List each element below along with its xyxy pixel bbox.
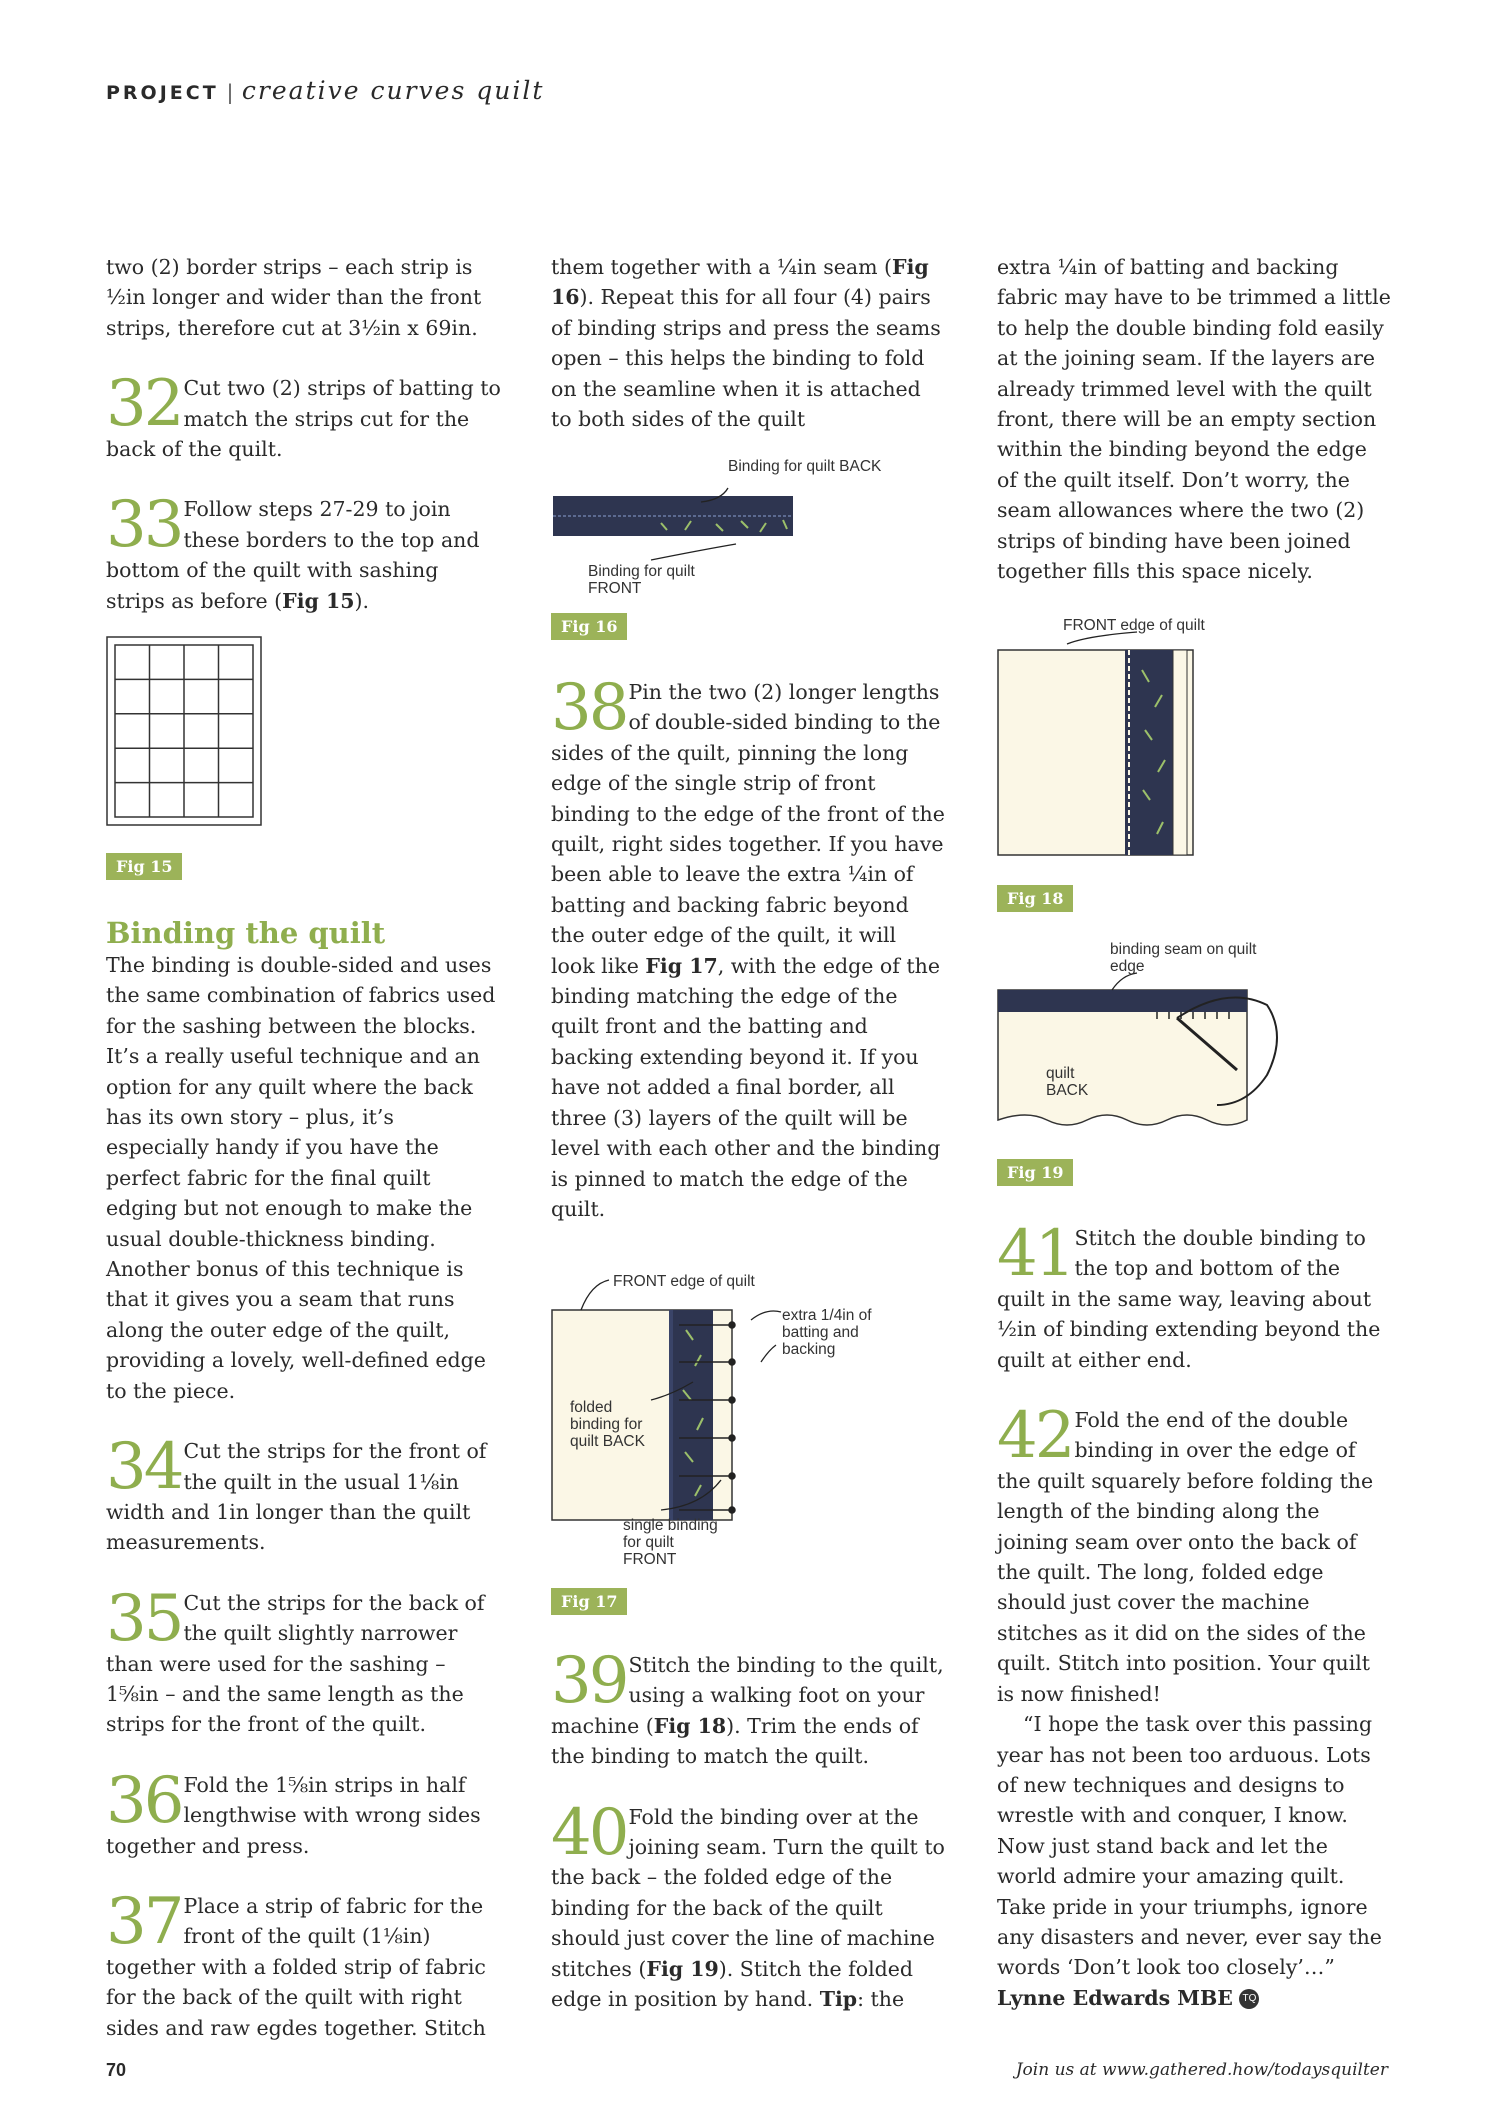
fig16-leader-lines: [551, 440, 851, 590]
fig16-label-front: Binding for quilt FRONT: [588, 563, 695, 597]
step-text-end: : the: [857, 1987, 905, 2012]
step-36: [106, 1763, 501, 1861]
step-text: Cut two (2) strips of batting to match the strips cut for the back of the quilt.: [106, 376, 501, 462]
step-number: 39: [551, 1644, 627, 1718]
step-text: Cut the strips for the front of the quilt in the usual 1⅛in width and 1in longer than the quilt measurements.: [106, 1439, 487, 1555]
end-mark-icon: TQ: [1239, 1989, 1259, 2009]
step-text: Stitch the double binding to the top and bottom of the quilt in the same way, leaving about ½in of binding extending beyond the quilt at either end.: [997, 1226, 1381, 1372]
footer-tagline: Join us at www.gathered.how/todaysquilter: [1015, 2060, 1388, 2080]
column-2-middle: [551, 671, 946, 1224]
fig19-label-back: quilt BACK: [1046, 1065, 1089, 1099]
step-number: 35: [106, 1581, 182, 1656]
column-1: [106, 252, 501, 616]
step-number: 40: [551, 1795, 627, 1870]
fig18-label-front-edge: FRONT edge of quilt: [1063, 617, 1205, 634]
step-33: [106, 488, 501, 616]
intro-text-end: ). Repeat this for all four (4) pairs of binding strips and press the seams open – this helps the binding to fold on the seamline when it is attached to both sides of the quilt: [551, 285, 941, 432]
step-number: 38: [551, 671, 627, 745]
section-heading: Binding the quilt: [106, 916, 386, 950]
fig18-label: Fig 18: [997, 885, 1073, 912]
step-35: [106, 1581, 501, 1740]
step-text: Fold the end of the double binding in over the edge of the quilt squarely before folding the length of the binding along the joining seam over onto the back of the quilt. The long, folded edge should just cover the machine stitches as it did on the sides of the quilt. Stitch into position. Your quilt is now finished!: [997, 1408, 1374, 1706]
fig17-label-folded: folded binding for quilt BACK: [570, 1399, 645, 1450]
column-3-lower: [997, 1217, 1392, 2013]
step-37: [106, 1884, 501, 2043]
step-text: Stitch the binding to the quilt, using a walking foot on your machine (: [551, 1653, 944, 1738]
intro-text: them together with a ¼in seam (: [551, 255, 893, 279]
step-32: [106, 367, 501, 464]
step-text-end: ). Trim the ends of the binding to match the quilt.: [551, 1713, 919, 1769]
header-separator: |: [226, 80, 234, 104]
article-title: creative curves quilt: [241, 76, 545, 105]
fig16-label: Fig 16: [551, 613, 627, 640]
section-label: PROJECT: [106, 82, 219, 104]
fig15-grid-diagram: [106, 636, 262, 826]
column-3: [997, 252, 1392, 586]
fig17-label-extra: extra 1/4in of batting and backing: [782, 1307, 872, 1358]
step-text-end: ).: [354, 588, 370, 613]
fig17-label-single: single binding for quilt FRONT: [623, 1517, 718, 1568]
step-38: [551, 671, 946, 1224]
fig19-label-seam: binding seam on quilt edge: [1110, 941, 1257, 975]
tip-label: Tip: [819, 1987, 858, 2012]
fig15-label: Fig 15: [106, 853, 182, 880]
step-number: 36: [106, 1763, 182, 1838]
step-number: 32: [106, 367, 182, 442]
fig-ref: Fig 19: [646, 1956, 719, 1981]
fig19-label: Fig 19: [997, 1159, 1073, 1186]
step-text: Pin the two (2) longer lengths of double-sided binding to the sides of the quilt, pinning the long edge of the single strip of front binding to the edge of the front of the quilt, right sides together. If you have been able to leave the extra ¼in of batting and backing fabric beyond the outer edge of the quilt, it will look like: [551, 680, 945, 978]
fig-ref: Fig 16: [551, 255, 929, 310]
col2-intro: [551, 252, 946, 434]
step-text: Cut the strips for the back of the quilt slightly narrower than were used for the sashing – 1⅝in – and the same length as the strips for the front of the quilt.: [106, 1590, 485, 1737]
fig18-binding-diagram: [997, 630, 1207, 860]
step-number: 33: [106, 488, 182, 563]
step-number: 34: [106, 1430, 182, 1505]
closing-quote: “I hope the task over this passing year has not been too arduous. Lots of new techniques and designs to wrestle with and conquer, I know. Now just stand back and let the world admire your amazing quilt. Take pride in your triumphs, ignore any disasters and never, ever say the words ‘Don’t look too closely’…”: [997, 1712, 1382, 1980]
step-text-mid: ). Stitch the folded edge in position by hand.: [551, 1956, 914, 2012]
step-39: [551, 1644, 946, 1772]
step-text: Place a strip of fabric for the front of the quilt (1⅛in) together with a folded strip of fabric for the back of the quilt with right sides and raw egdes together. Stitch: [106, 1893, 486, 2040]
column-1-lower: [106, 916, 501, 2043]
col3-intro: extra ¼in of batting and backing fabric may have to be trimmed a little to help the double binding fold easily at the joining seam. If the layers are already trimmed level with the quilt front, there will be an empty section within the binding beyond the edge of the quilt itself. Don’t worry, the seam allowances where the two (2) strips of binding have been joined together fills this space nicely.: [997, 255, 1391, 584]
column-2: [551, 252, 946, 434]
fig-ref: Fig 17: [645, 953, 718, 978]
fig17-label: Fig 17: [551, 1588, 627, 1615]
step-text: Fold the 1⅝in strips in half lengthwise with wrong sides together and press.: [106, 1772, 481, 1858]
step-text: Follow steps 27-29 to join these borders to the top and bottom of the quilt with sashing strips as before (: [106, 497, 480, 613]
step-number: 41: [997, 1217, 1073, 1291]
step-40: [551, 1795, 946, 2015]
step-42: [997, 1399, 1392, 1709]
fig19-handstitch-diagram: [997, 955, 1297, 1135]
step-41: [997, 1217, 1392, 1375]
column-2-lower: [551, 1644, 946, 2014]
step-34: [106, 1430, 501, 1558]
page-number: 70: [106, 2060, 127, 2080]
fig-ref: Fig 18: [653, 1713, 727, 1738]
col1-intro: two (2) border strips – each strip is ½in longer and wider than the front strips, therefore cut at 3½in x 69in.: [106, 255, 482, 340]
fig17-label-front-edge: FRONT edge of quilt: [613, 1273, 755, 1290]
fig-ref: Fig 15: [282, 588, 355, 613]
running-header: [106, 76, 544, 105]
binding-paragraph: The binding is double-sided and uses the same combination of fabrics used for the sashing between the blocks. It’s a really useful technique and an option for any quilt where the back has its own story – plus, it’s especially handy if you have the perfect fabric for the final quilt edging but not enough to make the usual double-thickness binding. Another bonus of this technique is that it gives you a seam that runs along the outer edge of the quilt, providing a lovely, well-defined edge to the piece.: [106, 953, 496, 1403]
step-text: Fold the binding over at the joining seam. Turn the quilt to the back – the folded edge of the binding for the back of the quilt should just cover the line of machine stitches (: [551, 1804, 945, 1981]
author-line: [997, 1983, 1392, 2013]
author-name: Lynne Edwards MBE: [997, 1985, 1233, 2010]
fig16-label-back: Binding for quilt BACK: [728, 458, 882, 475]
step-number: 42: [997, 1399, 1073, 1474]
step-text-end: , with the edge of the binding matching the edge of the quilt front and the batting and backing extending beyond it. If you have not added a final border, all three (3) layers of the quilt will be level with each other and the binding is pinned to match the edge of the quilt.: [551, 953, 941, 1221]
step-number: 37: [106, 1884, 182, 1959]
